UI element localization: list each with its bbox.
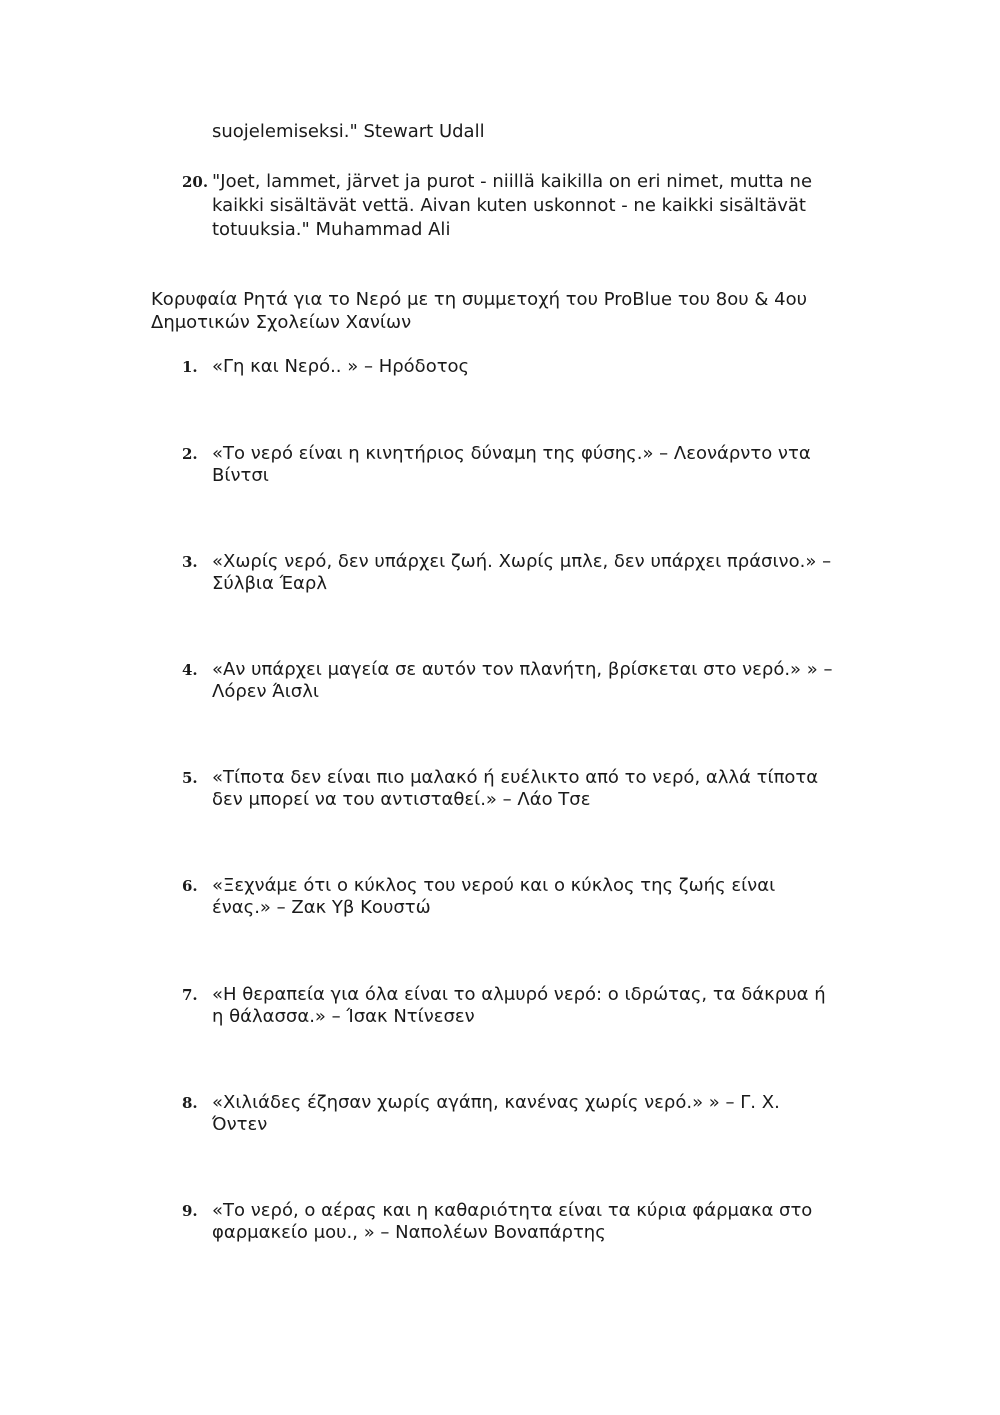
quote-line: «Χιλιάδες έζησαν χωρίς αγάπη, κανένας χωρίς νερό.» » – Γ. Χ. xyxy=(212,1092,780,1113)
quote-line: δεν μπορεί να του αντισταθεί.» – Λάο Τσε xyxy=(212,789,591,810)
section-heading-line: Κορυφαία Ρητά για το Νερό με τη συμμετοχή του ProBlue του 8ου & 4ου xyxy=(151,289,808,310)
quote-line: φαρμακείο μου., » – Ναπολέων Βοναπάρτης xyxy=(212,1222,606,1243)
quote-number: 5. xyxy=(182,769,198,787)
quote-line: kaikki sisältävät vettä. Aivan kuten uskonnot - ne kaikki sisältävät xyxy=(212,195,806,216)
quote-line: Όντεν xyxy=(212,1114,268,1135)
quote-line: ένας.» – Ζακ Υβ Κουστώ xyxy=(212,897,431,918)
quote-line: «Τίποτα δεν είναι πιο μαλακό ή ευέλικτο από το νερό, αλλά τίποτα xyxy=(212,767,819,788)
quote-line: Βίντσι xyxy=(212,465,269,486)
quote-number: 2. xyxy=(182,445,198,463)
quote-line: η θάλασσα.» – Ίσακ Ντίνεσεν xyxy=(212,1006,475,1027)
quote-line: totuuksia." Muhammad Ali xyxy=(212,219,451,240)
quote-line: Σύλβια Έαρλ xyxy=(212,573,327,594)
quote-line: «Ξεχνάμε ότι ο κύκλος του νερού και ο κύκλος της ζωής είναι xyxy=(212,875,776,896)
quote-number: 8. xyxy=(182,1094,198,1112)
quote-line: «Αν υπάρχει μαγεία σε αυτόν τον πλανήτη, βρίσκεται στο νερό.» » – xyxy=(212,659,833,680)
quote-line: «Γη και Νερό.. » – Ηρόδοτος xyxy=(212,356,470,377)
quote-line: Λόρεν Άισλι xyxy=(212,681,319,702)
quote-number: 9. xyxy=(182,1202,198,1220)
quote-line: «Η θεραπεία για όλα είναι το αλμυρό νερό: ο ιδρώτας, τα δάκρυα ή xyxy=(212,984,826,1005)
section-heading-line: Δημοτικών Σχολείων Χανίων xyxy=(151,312,412,333)
quote-19-continuation: suojelemiseksi." Stewart Udall xyxy=(212,121,485,142)
quote-number: 3. xyxy=(182,553,198,571)
quote-line: «Το νερό, ο αέρας και η καθαριότητα είναι τα κύρια φάρμακα στο xyxy=(212,1200,813,1221)
quote-number: 1. xyxy=(182,358,198,376)
quote-number: 7. xyxy=(182,986,198,1004)
quote-number: 4. xyxy=(182,661,198,679)
quote-line: «Χωρίς νερό, δεν υπάρχει ζωή. Χωρίς μπλε, δεν υπάρχει πράσινο.» – xyxy=(212,551,832,572)
quote-line: «Το νερό είναι η κινητήριος δύναμη της φύσης.» – Λεονάρντο ντα xyxy=(212,443,811,464)
quote-number: 20. xyxy=(182,173,209,191)
quote-number: 6. xyxy=(182,877,198,895)
quote-line: "Joet, lammet, järvet ja purot - niillä kaikilla on eri nimet, mutta ne xyxy=(212,171,813,192)
